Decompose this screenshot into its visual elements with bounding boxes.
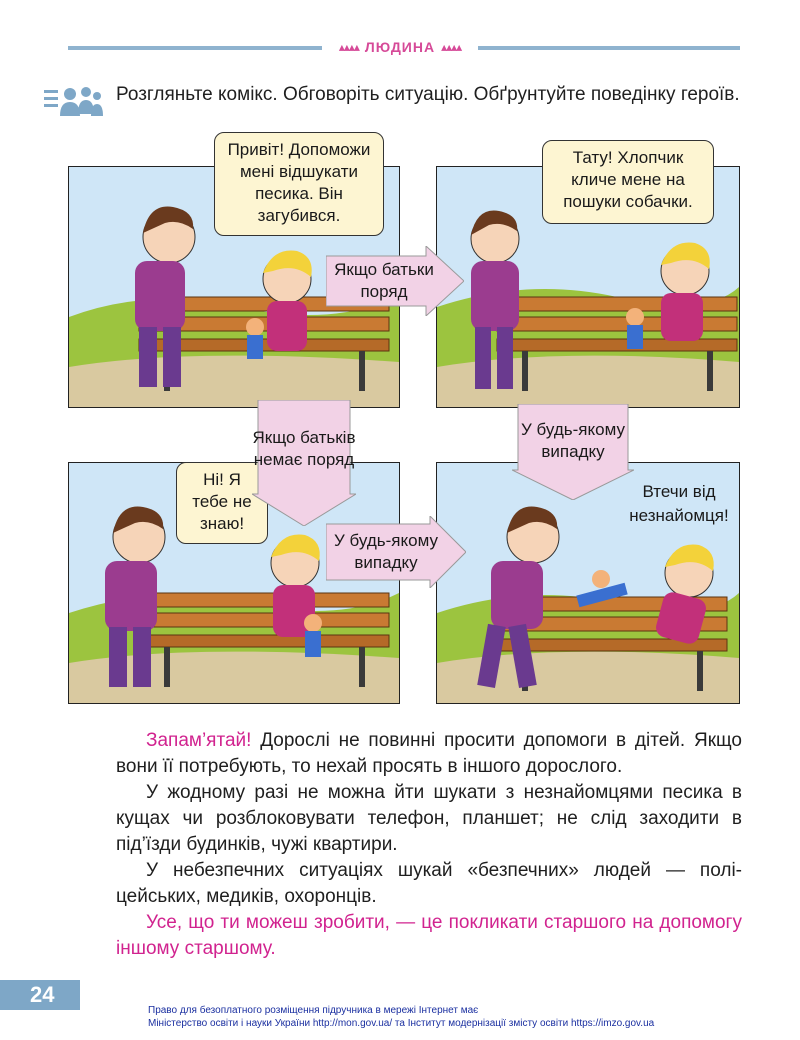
ornament-right: ▴▴▴▴ [441,40,462,54]
section-title: ЛЮДИНА [364,39,436,55]
task-instruction: Розгляньте комікс. Обговоріть ситуацію. Обґрунтуйте поведінку героїв. [116,84,740,105]
paragraph-conclusion: Усе, що ти можеш зробити, — це покликати старшого на допомогу іншому старшому. [116,912,742,959]
body-text [116,728,742,962]
remember-text: Дорослі не повинні просити допомоги в дітей. Якщо вони її потребують, то нехай просять в іншого дорослого. [116,730,742,777]
speech-bubble-girl-panel-2: Тату! Хлопчик кличе мене на пошуки собачки. [542,140,714,224]
arrow-label: Якщо батьків немає поряд [252,428,356,469]
caption-panel-4: Втечи від незнайомця! [629,482,729,525]
arrow-any-case-bottom [326,516,466,588]
arrow-label: Якщо батьки поряд [334,260,434,301]
footer-line-2: Міністерство освіти і науки України http://mon.gov.ua/ та Інститут модернізації змісту освіти https://imzo.gov.ua [148,1018,655,1029]
remember-label: Запам’ятай! [146,730,252,751]
speech-bubble-boy-panel-1: Привіт! Допоможи мені відшукати песика. Він загубився. [214,132,384,236]
section-header [322,36,478,58]
footer [148,1004,748,1030]
paragraph-2: У жодному разі не можна йти шукати з незнайомцями песика в кущах чи розблоковувати телефон, планшет; не слід заходити в під’їзди будинків, чужі квартири. [116,782,742,855]
arrow-label: У будь-якому випадку [521,420,625,461]
paragraph-remember [116,728,742,780]
speech-bubble-girl-panel-3: Ні! Я тебе не знаю! [176,462,268,544]
group-discussion-icon [44,84,104,118]
arrow-no-parents [252,400,356,526]
page-number: 24 [0,980,80,1010]
arrow-label: У будь-якому випадку [334,531,438,572]
footer-line-1: Право для безоплатного розміщення підручника в мережі Інтернет має [148,1005,479,1016]
arrow-parents-near [326,246,464,316]
arrow-any-case-top [512,404,634,500]
paragraph-3: У небезпечних ситуаціях шукай «безпечних» людей — поліцейських, медиків, охоронців. [116,860,742,907]
ornament-left: ▴▴▴▴ [338,40,359,54]
